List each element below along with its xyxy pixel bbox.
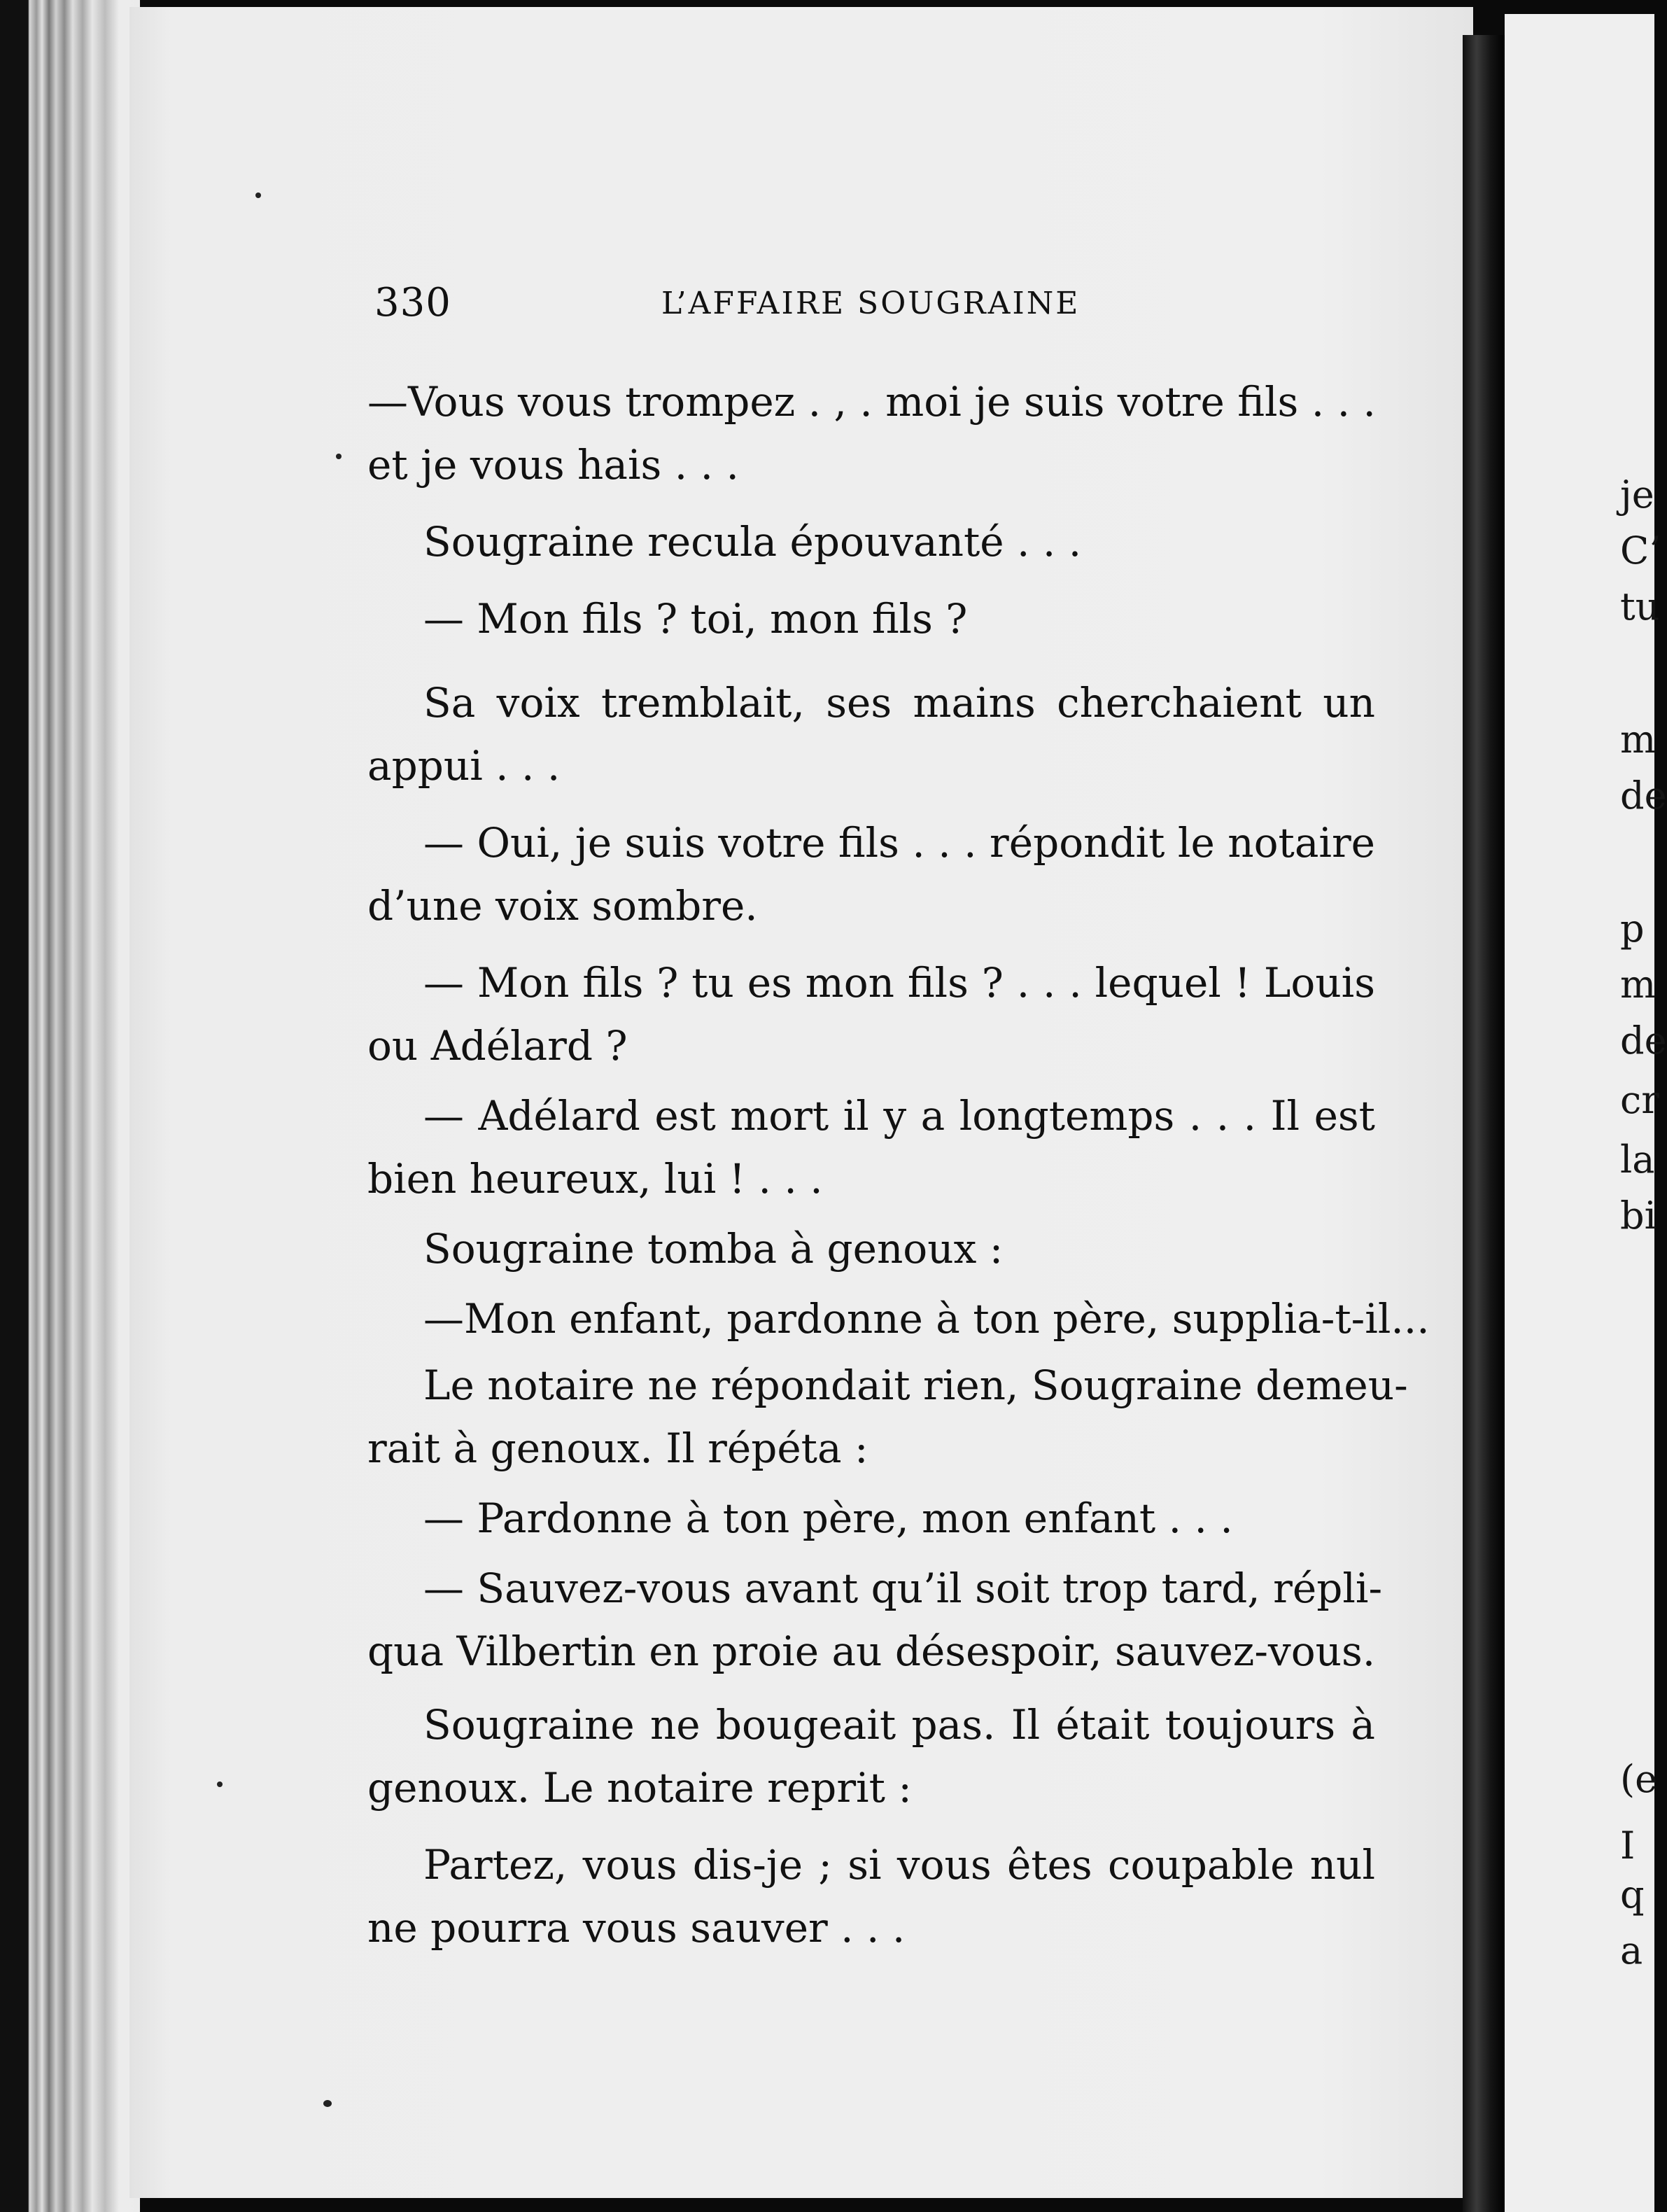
facing-fragment: la: [1620, 1138, 1655, 1182]
text-line: d’une voix sombre.: [367, 882, 758, 930]
text-line: Le notaire ne répondait rien, Sougraine demeu-: [423, 1362, 1408, 1409]
facing-fragment: cr: [1620, 1078, 1660, 1122]
text-line: Partez, vous dis-je ; si vous êtes coupable nul: [423, 1841, 1375, 1889]
text-line: —Vous vous trompez . , . moi je suis votre fils . . .: [367, 378, 1376, 426]
text-line: — Adélard est mort il y a longtemps . . . Il est: [423, 1092, 1375, 1140]
facing-fragment: m: [1620, 718, 1657, 762]
running-title: L’AFFAIRE SOUGRAINE: [661, 286, 1081, 321]
text-line: — Mon fils ? toi, mon fils ?: [423, 595, 968, 643]
page-number: 330: [374, 280, 451, 326]
text-line: — Oui, je suis votre fils . . . répondit le notaire: [423, 819, 1375, 867]
ink-speck: [336, 454, 342, 459]
text-line: — Mon fils ? tu es mon fils ? . . . lequel ! Louis: [423, 959, 1375, 1007]
running-header: [374, 280, 1095, 329]
text-line: Sa voix tremblait, ses mains cherchaient un: [423, 679, 1375, 727]
page-edges: [0, 0, 140, 2212]
text-line: — Sauvez-vous avant qu’il soit trop tard, répli-: [423, 1564, 1383, 1612]
facing-fragment: tu: [1620, 584, 1660, 629]
facing-fragment: bi: [1620, 1194, 1657, 1238]
text-line: bien heureux, lui ! . . .: [367, 1155, 823, 1203]
facing-fragment: m: [1620, 962, 1657, 1007]
text-line: rait à genoux. Il répéta :: [367, 1424, 868, 1472]
facing-fragment: (e: [1620, 1757, 1658, 1801]
text-line: genoux. Le notaire reprit :: [367, 1764, 912, 1812]
facing-fragment: I: [1620, 1823, 1636, 1868]
text-line: — Pardonne à ton père, mon enfant . . .: [423, 1494, 1233, 1542]
text-line: et je vous hais . . .: [367, 441, 739, 489]
text-line: Sougraine tomba à genoux :: [423, 1225, 1004, 1273]
text-line: Sougraine ne bougeait pas. Il était toujours à: [423, 1701, 1375, 1749]
text-line: appui . . .: [367, 742, 561, 790]
text-line: ne pourra vous sauver . . .: [367, 1904, 906, 1952]
facing-fragment: a: [1620, 1928, 1643, 1973]
facing-fragment: C’: [1620, 528, 1661, 573]
ink-speck: [323, 2100, 332, 2107]
ink-speck: [217, 1782, 223, 1787]
facing-fragment: de: [1620, 1018, 1667, 1063]
facing-fragment: de: [1620, 774, 1667, 818]
facing-fragment: q: [1620, 1872, 1645, 1917]
ink-speck: [255, 192, 261, 198]
text-line: ou Adélard ?: [367, 1022, 628, 1070]
facing-fragment: je: [1620, 472, 1654, 517]
book-gutter: [1463, 35, 1505, 2212]
facing-fragment: p: [1620, 906, 1645, 951]
text-line: qua Vilbertin en proie au désespoir, sauvez-vous.: [367, 1628, 1376, 1675]
text-line: —Mon enfant, pardonne à ton père, supplia-t-il...: [423, 1295, 1430, 1343]
facing-page: [1505, 14, 1667, 2212]
text-line: Sougraine recula épouvanté . . .: [423, 518, 1082, 566]
